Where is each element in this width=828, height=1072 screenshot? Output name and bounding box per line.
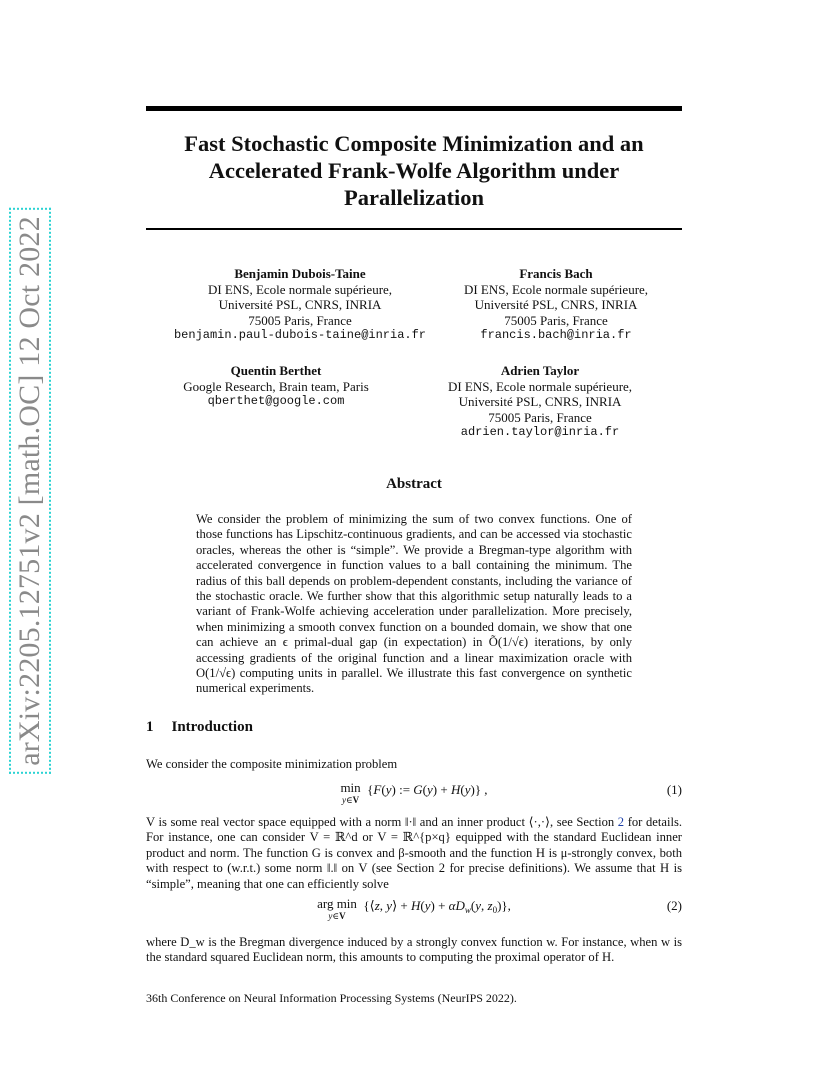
author-block-3 — [160, 363, 392, 410]
author-email[interactable]: benjamin.paul-dubois-taine@inria.fr — [173, 328, 427, 342]
conference-footnote: 36th Conference on Neural Information Processing Systems (NeurIPS 2022). — [146, 991, 517, 1005]
author-affiliation: 75005 Paris, France — [248, 312, 352, 328]
abstract-heading: Abstract — [386, 476, 442, 492]
author-affiliation: DI ENS, Ecole normale supérieure, — [447, 378, 633, 394]
author-email[interactable]: qberthet@google.com — [207, 394, 345, 408]
author-name: Quentin Berthet — [230, 363, 322, 378]
equation-2-tag: (2) — [666, 898, 682, 913]
author-name: Francis Bach — [519, 266, 593, 281]
equation-1 — [146, 782, 682, 808]
equation-1-tag: (1) — [666, 782, 682, 797]
author-block-2 — [440, 266, 672, 344]
author-affiliation: Université PSL, CNRS, INRIA — [458, 394, 622, 409]
section-heading — [146, 719, 253, 736]
section-link[interactable]: 2 — [617, 815, 625, 829]
author-affiliation: Université PSL, CNRS, INRIA — [474, 297, 638, 312]
title-bottom-rule — [146, 228, 682, 230]
paragraph-text: for details. For instance, one can consider V = ℝ^d or V = ℝ^{p×q} equipped with the standard Euclidean inner product and norm. The function G is convex and β-smooth and the function H is μ-strongly convex, both with respect to (w.r.t.) some norm ‖.‖ on V (see Section 2 for precise definitions). We assume that H is “simple”, meaning that one can efficiently solve — [146, 815, 682, 891]
author-affiliation: Google Research, Brain team, Paris — [183, 378, 369, 394]
arxiv-id: arXiv:2205.12751v2 [math.OC] 12 Oct 2022 — [9, 208, 51, 774]
section-number: 1 — [146, 719, 154, 735]
equation-2 — [146, 898, 682, 924]
paper-title: Fast Stochastic Composite Minimization and an Accelerated Frank-Wolfe Algorithm under Parallelization — [184, 131, 644, 210]
author-affiliation: DI ENS, Ecole normale supérieure, — [463, 281, 649, 297]
body-paragraph-3: where D_w is the Bregman divergence induced by a strongly convex function w. For instance, when w is the standard squared Euclidean norm, this amounts to computing the proximal operator of H. — [146, 935, 682, 965]
author-block-4 — [424, 363, 656, 441]
section-title: Introduction — [171, 719, 253, 735]
arxiv-stamp — [8, 216, 52, 766]
author-affiliation: DI ENS, Ecole normale supérieure, — [207, 281, 393, 297]
paragraph-text: V is some real vector space equipped with a norm ‖·‖ and an inner product ⟨·,·⟩, see Section — [146, 815, 615, 829]
author-name: Benjamin Dubois-Taine — [234, 266, 366, 281]
author-name: Adrien Taylor — [500, 363, 580, 378]
title-top-rule — [146, 106, 682, 111]
abstract-text: We consider the problem of minimizing the sum of two convex functions. One of those functions has Lipschitz-continuous gradients, and can be accessed via stochastic oracles, whereas the other is “simple”. We provide a Bregman-type algorithm with accelerated convergence in function values to a ball containing the minimum. The radius of this ball depends on problem-dependent constants, including the variance of the stochastic oracle. We further show that this algorithmic setup naturally leads to a variant of Frank-Wolfe achieving acceleration under parallelization. More precisely, when minimizing a smooth convex function on a bounded domain, we show that one can achieve an ϵ primal-dual gap (in expectation) in Õ(1/√ϵ) iterations, by only accessing gradients of the original function and a linear maximization oracle with O(1/√ϵ) computing units in parallel. We illustrate this fast convergence on synthetic numerical experiments. — [196, 512, 632, 696]
author-affiliation: 75005 Paris, France — [488, 409, 592, 425]
body-paragraph-2 — [146, 815, 682, 892]
intro-paragraph: We consider the composite minimization problem — [146, 757, 398, 771]
equation-1-body: min y∈V {F(y) := G(y) + H(y)} , — [340, 780, 488, 805]
equation-2-body: arg min y∈V {⟨z, y⟩ + $H(y) + \alpha D_w(y$, $z_0$)}, — [317, 896, 511, 921]
author-email[interactable]: adrien.taylor@inria.fr — [460, 425, 620, 439]
author-email[interactable]: francis.bach@inria.fr — [480, 328, 632, 342]
author-affiliation: 75005 Paris, France — [504, 312, 608, 328]
author-block-1 — [160, 266, 440, 344]
author-affiliation: Université PSL, CNRS, INRIA — [218, 297, 382, 312]
